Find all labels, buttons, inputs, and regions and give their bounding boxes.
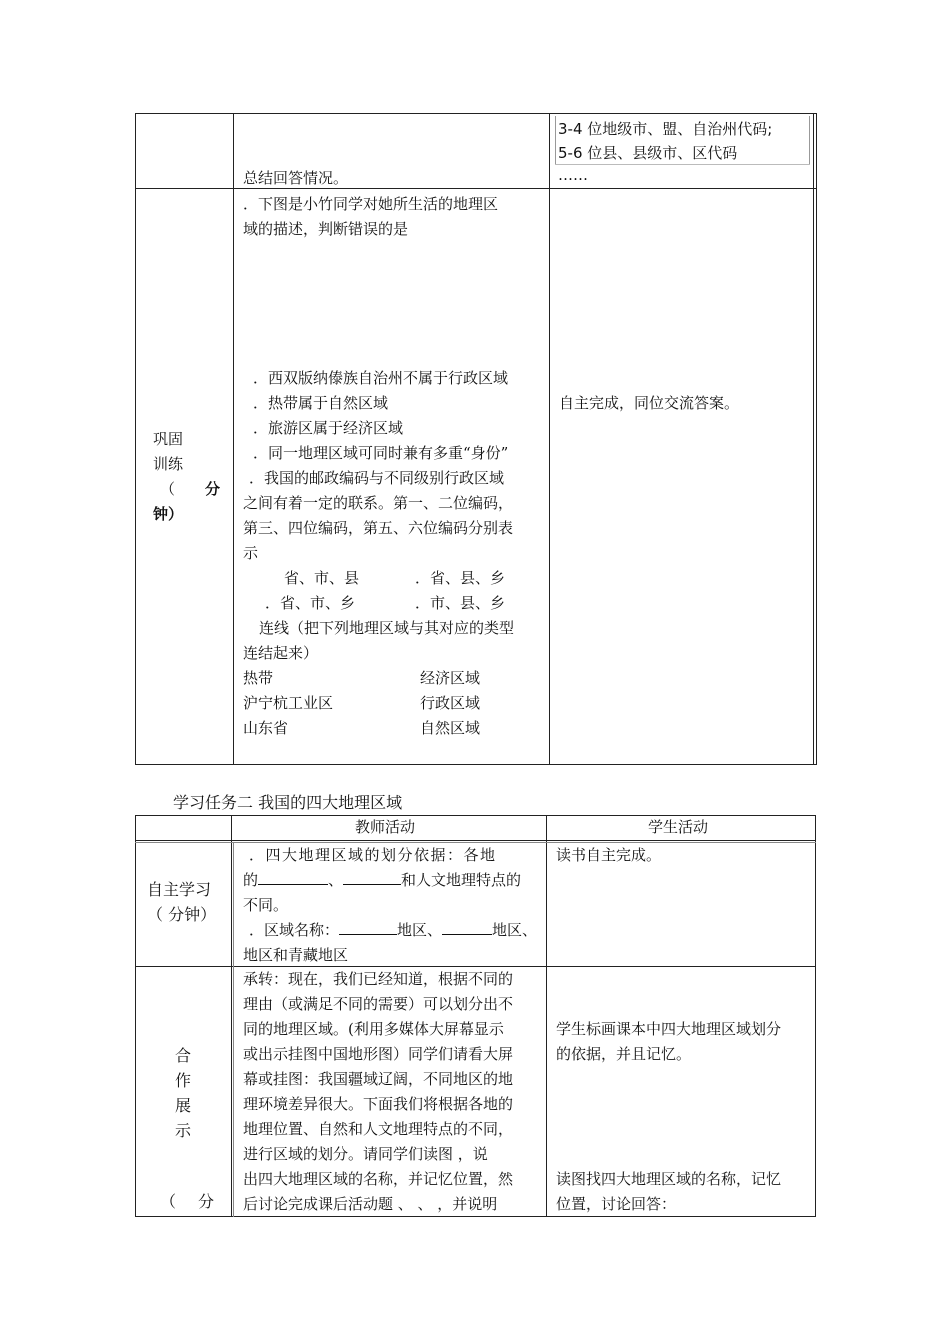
match-right-2: 行政区域 [420, 694, 481, 712]
table1-top-border [135, 113, 816, 114]
q1-line-2: 域的描述，判断错误的是 [243, 220, 409, 238]
match-left-1: 热带 [243, 669, 274, 687]
label-paren: （ [160, 1192, 177, 1211]
q2-line-1: ．我国的邮政编码与不同级别行政区域 [249, 469, 505, 487]
table2-col1-border [231, 815, 232, 1217]
teacher-line-2: 理由（或满足不同的需要）可以划分出不 [243, 995, 514, 1013]
student-activity-consolidation: 自主完成，同位交流答案。 [559, 394, 740, 412]
blank-1[interactable] [258, 870, 328, 885]
student-line-b1: 读图找四大地理区域的名称，记忆 [556, 1170, 782, 1188]
inner-box-right [809, 116, 810, 164]
q1-option-c: ．旅游区属于经济区域 [253, 419, 404, 437]
q3-line-2: 连结起来） [243, 644, 319, 662]
label-xunlian: 训练 [153, 455, 184, 473]
label-self-study-minutes: （ 分钟） [147, 905, 217, 924]
code-line-1: 3-4 位地级市、盟、自治州代码; [558, 120, 773, 138]
q2-option-a: 省、市、县 [284, 569, 360, 587]
header-student-activity: 学生活动 [648, 818, 709, 836]
teacher-line-6: 理环境差异很大。下面我们将根据各地的 [243, 1095, 514, 1113]
label-self-study: 自主学习 [147, 880, 212, 899]
table2-right-border [815, 815, 816, 1217]
student-line-a2: 的依据，并且记忆。 [556, 1045, 692, 1063]
q2-line-3: 第三、四位编码，第五、六位编码分别表 [243, 519, 514, 537]
table1-bottom-border [135, 764, 816, 765]
label-zhong: 钟） [153, 505, 184, 523]
label-shi: 示 [175, 1121, 192, 1140]
table1-right-border-outer [816, 113, 817, 765]
table2-header-divider [135, 840, 816, 841]
teacher-line-3: 同的地理区域。(利用多媒体大屏幕显示 [243, 1020, 504, 1038]
inner-box-left [555, 116, 556, 164]
q2-line-4: 示 [243, 544, 259, 562]
q3-line-1: 连线（把下列地理区域与其对应的类型 [259, 619, 515, 637]
header-teacher-activity: 教师活动 [355, 818, 416, 836]
match-left-3: 山东省 [243, 719, 289, 737]
table1-col1-border [233, 113, 234, 765]
q2-option-d: ．市、县、乡 [415, 594, 506, 612]
teacher-line-4: 或出示挂图中国地形图）同学们请看大屏 [243, 1045, 514, 1063]
label-paren-open: （ [160, 480, 176, 498]
q1-line-1: ．下图是小竹同学对她所生活的地理区 [243, 195, 499, 213]
q2-option-b: ．省、县、乡 [415, 569, 506, 587]
match-left-2: 沪宁杭工业区 [243, 694, 334, 712]
table2-col1-border-inner [233, 842, 234, 1217]
table1-col2-border [549, 113, 550, 765]
student-self-study: 读书自主完成。 [556, 846, 662, 864]
q2-line-2: 之间有着一定的联系。第一、二位编码， [243, 494, 514, 512]
q1-option-d: ．同一地理区域可同时兼有多重“身份” [253, 444, 509, 462]
region-names-line: ．区域名称： 地区、 地区、 [249, 921, 538, 939]
label-gonggu: 巩固 [153, 430, 184, 448]
code-line-2: 5-6 位县、县级市、区代码 [558, 144, 738, 162]
table1-row-divider [135, 188, 816, 189]
code-line-3: …… [558, 166, 588, 184]
label-zhan: 展 [175, 1096, 192, 1115]
basis-line-3: 不同。 [243, 896, 289, 914]
table1-right-border [813, 113, 814, 765]
teacher-line-5: 幕或挂图：我国疆域辽阔，不同地区的地 [243, 1070, 514, 1088]
teacher-line-9: 出四大地理区域的名称，并记忆位置，然 [243, 1170, 514, 1188]
teacher-line-8: 进行区域的划分。请同学们读图 ，说 [243, 1145, 488, 1163]
basis-line-2: 的 、 和人文地理特点的 [243, 871, 522, 889]
table2-col2-border [546, 815, 547, 1217]
label-he: 合 [175, 1046, 192, 1065]
label-fen-2: 分 [198, 1192, 215, 1211]
teacher-line-10: 后讨论完成课后活动题 、 、 ，并说明 [243, 1195, 498, 1213]
basis-line-1: ．四大地理区域的划分依据：各地 [249, 846, 497, 864]
student-line-a1: 学生标画课本中四大地理区域划分 [556, 1020, 782, 1038]
blank-4[interactable] [442, 920, 492, 935]
table2-top-border [135, 815, 816, 816]
label-fen: 分 [205, 480, 221, 498]
label-zuo: 作 [175, 1071, 192, 1090]
q1-option-a: ．西双版纳傣族自治州不属于行政区域 [253, 369, 509, 387]
blank-3[interactable] [339, 920, 397, 935]
match-right-1: 经济区域 [420, 669, 481, 687]
q1-option-b: ．热带属于自然区域 [253, 394, 389, 412]
region-names-line-2: 地区和青藏地区 [243, 946, 349, 964]
teacher-line-1: 承转：现在，我们已经知道，根据不同的 [243, 970, 514, 988]
teacher-summary: 总结回答情况。 [243, 169, 349, 187]
table1-left-border [135, 113, 136, 765]
student-line-b2: 位置，讨论回答： [556, 1195, 677, 1213]
section-title: 学习任务二 我国的四大地理区域 [173, 793, 403, 812]
table2-left-border [135, 815, 136, 1217]
teacher-line-7: 地理位置、自然和人文地理特点的不同， [243, 1120, 514, 1138]
match-right-3: 自然区域 [420, 719, 481, 737]
blank-2[interactable] [343, 870, 401, 885]
q2-option-c: ．省、市、乡 [265, 594, 356, 612]
